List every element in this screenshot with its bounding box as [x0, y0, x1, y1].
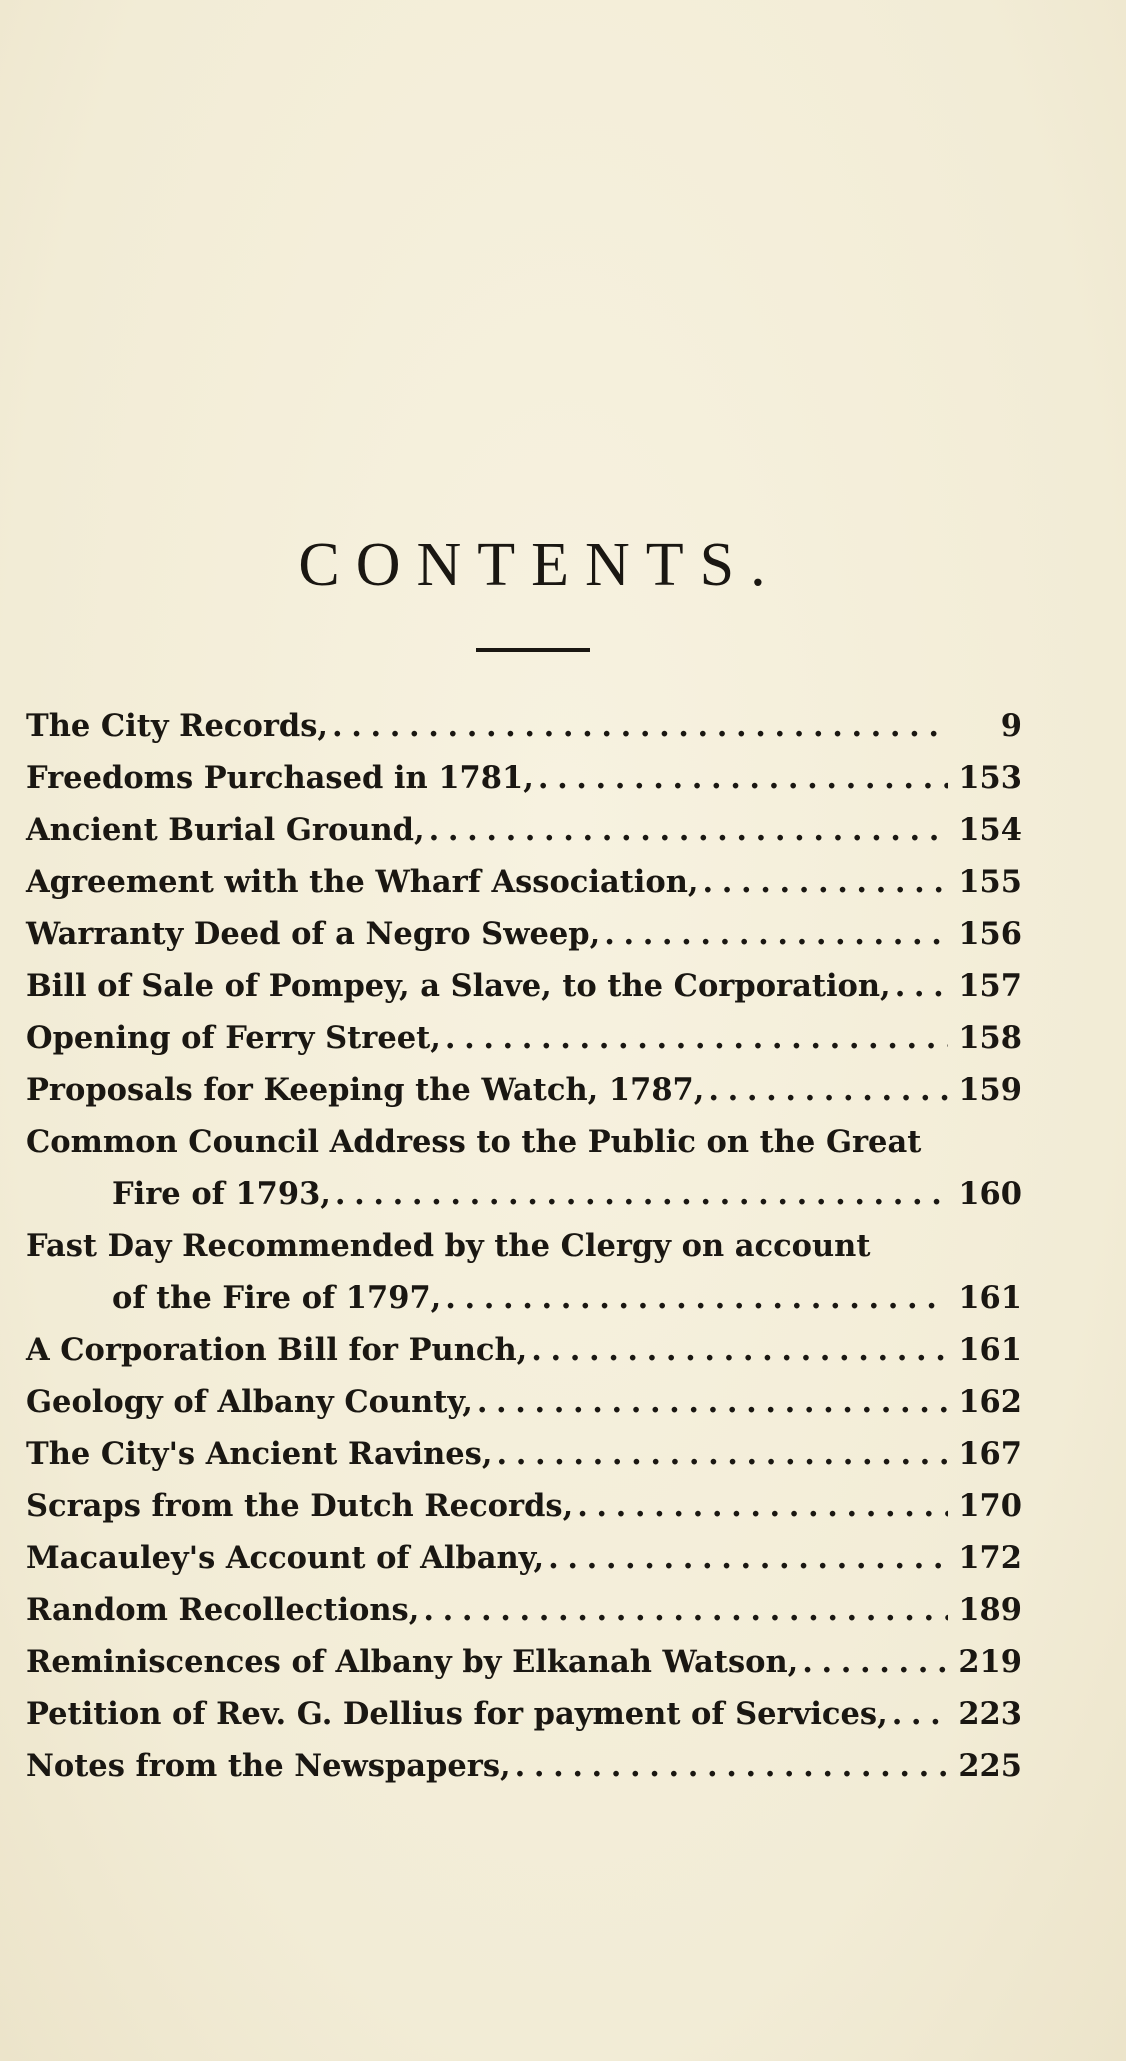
entry-page: 170 [958, 1488, 1022, 1524]
dot-leader [515, 1740, 948, 1792]
entry-title: The City's Ancient Ravines, [26, 1436, 493, 1472]
page-title: CONTENTS. [298, 531, 782, 599]
toc-entry [26, 1584, 1022, 1636]
entry-page: 219 [958, 1644, 1022, 1680]
dot-leader [895, 960, 948, 1012]
entry-page: 157 [958, 968, 1022, 1004]
dot-leader [445, 1012, 948, 1064]
entry-title: A Corporation Bill for Punch, [26, 1332, 528, 1368]
entry-page: 172 [958, 1540, 1022, 1576]
entry-title: Petition of Rev. G. Dellius for payment of Services, [26, 1696, 888, 1732]
toc-entry [26, 752, 1022, 804]
entry-page: 223 [958, 1696, 1022, 1732]
toc-entry [26, 1428, 1022, 1480]
dot-leader [477, 1376, 948, 1428]
entry-title-continued: Fire of 1793, [112, 1176, 331, 1212]
dot-leader [802, 1636, 948, 1688]
entry-title: Geology of Albany County, [26, 1384, 473, 1420]
toc-entry [26, 1532, 1022, 1584]
entry-title-continued: of the Fire of 1797, [112, 1280, 442, 1316]
toc-entry [26, 1636, 1022, 1688]
entry-title: The City Records, [26, 708, 329, 744]
entry-page: 153 [958, 760, 1022, 796]
toc-entry-continuation [26, 1272, 1022, 1324]
toc-entry [26, 960, 1022, 1012]
entry-title: Reminiscences of Albany by Elkanah Watson, [26, 1644, 799, 1680]
dot-leader [703, 856, 948, 908]
entry-page: 189 [958, 1592, 1022, 1628]
entry-title: Warranty Deed of a Negro Sweep, [26, 916, 601, 952]
entry-page: 162 [958, 1384, 1022, 1420]
entry-title: Bill of Sale of Pompey, a Slave, to the Corporation, [26, 968, 891, 1004]
dot-leader [548, 1532, 948, 1584]
toc-entry [26, 1688, 1022, 1740]
dot-leader [538, 752, 948, 804]
toc-entry [26, 1012, 1022, 1064]
entry-page: 154 [958, 812, 1022, 848]
toc-entry [26, 700, 1022, 752]
entry-page: 160 [958, 1176, 1022, 1212]
toc-entry-first-line [26, 1116, 1022, 1168]
entry-page: 161 [958, 1280, 1022, 1316]
entry-title: Ancient Burial Ground, [26, 812, 425, 848]
dot-leader [604, 908, 948, 960]
dot-leader [335, 1168, 948, 1220]
entry-title: Macauley's Account of Albany, [26, 1540, 545, 1576]
entry-page: 9 [1000, 708, 1022, 744]
dot-leader [332, 700, 948, 752]
entry-page: 161 [958, 1332, 1022, 1368]
title-rule [476, 648, 590, 652]
toc-entry [26, 856, 1022, 908]
dot-leader [445, 1272, 948, 1324]
entry-title: Random Recollections, [26, 1592, 420, 1628]
entry-page: 156 [958, 916, 1022, 952]
entry-title: Scraps from the Dutch Records, [26, 1488, 574, 1524]
entry-page: 225 [958, 1748, 1022, 1784]
toc-entry-continuation [26, 1168, 1022, 1220]
dot-leader [531, 1324, 948, 1376]
dot-leader [429, 804, 948, 856]
entry-page: 159 [958, 1072, 1022, 1108]
toc-entry [26, 1376, 1022, 1428]
toc-entry [26, 908, 1022, 960]
dot-leader [496, 1428, 948, 1480]
entry-page: 158 [958, 1020, 1022, 1056]
dot-leader [708, 1064, 948, 1116]
toc-entry-first-line [26, 1220, 1022, 1272]
entry-title: Opening of Ferry Street, [26, 1020, 441, 1056]
toc-entry [26, 1480, 1022, 1532]
entry-page: 155 [958, 864, 1022, 900]
entry-title: Fast Day Recommended by the Clergy on account [26, 1228, 871, 1264]
entry-page: 167 [958, 1436, 1022, 1472]
entry-title: Proposals for Keeping the Watch, 1787, [26, 1072, 705, 1108]
dot-leader [577, 1480, 948, 1532]
toc-entry [26, 1324, 1022, 1376]
entry-title: Agreement with the Wharf Association, [26, 864, 699, 900]
toc-entry [26, 804, 1022, 856]
entry-title: Freedoms Purchased in 1781, [26, 760, 534, 796]
entry-title: Common Council Address to the Public on the Great [26, 1124, 922, 1160]
dot-leader [423, 1584, 948, 1636]
toc-entry [26, 1740, 1022, 1792]
table-of-contents [26, 700, 1022, 1792]
toc-entry [26, 1064, 1022, 1116]
dot-leader [892, 1688, 948, 1740]
entry-title: Notes from the Newspapers, [26, 1748, 511, 1784]
